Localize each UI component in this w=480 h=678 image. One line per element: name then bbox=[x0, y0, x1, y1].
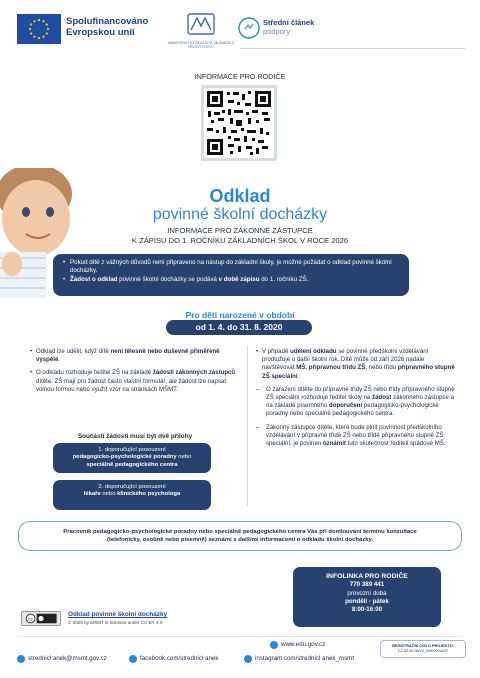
main-title-line-2: povinné školní docházky bbox=[152, 206, 328, 223]
bold: speciálně pedagogického centra bbox=[86, 461, 178, 468]
text: nebo bbox=[176, 454, 192, 461]
footer-email[interactable]: strednicl anek@msmt.gov.cz bbox=[28, 655, 107, 662]
key-info-item bbox=[63, 259, 401, 276]
born-period-label: Pro děti narozené v období bbox=[185, 310, 295, 320]
consultation-notice bbox=[18, 521, 462, 551]
right-bullet-1 bbox=[256, 348, 456, 381]
bold: MŠ bbox=[296, 364, 306, 372]
attachment-1-line-3 bbox=[53, 462, 211, 469]
stredni-clanek-text bbox=[263, 18, 314, 36]
license-title[interactable]: Odklad povinné školní docházky bbox=[68, 611, 168, 618]
stredni-clanek-logo-icon bbox=[238, 17, 260, 39]
bold: pedagogicko-psychologické poradny bbox=[72, 454, 177, 461]
left-column bbox=[30, 348, 240, 399]
text: V případě bbox=[262, 348, 291, 355]
infoline-hours: 8:00-16:00 bbox=[351, 606, 383, 614]
key-info-bold-1: Žádost o odklad bbox=[70, 275, 118, 283]
infoline-title: INFOLINKA PRO RODIČE bbox=[326, 573, 408, 580]
cc-license-icon[interactable] bbox=[21, 611, 61, 626]
eu-line-2: Evropskou unií bbox=[66, 27, 135, 38]
instagram-icon bbox=[244, 655, 252, 663]
infoline-box bbox=[293, 567, 441, 627]
text: se povinné předškolní vzdělávání prodlužuje o další školní rok. Dítě může od září 2026 nadále navštěvovat bbox=[262, 348, 429, 372]
svg-text:cc: cc bbox=[28, 617, 33, 623]
eu-funding-text bbox=[66, 16, 148, 38]
notice-line-2: (telefonicky, osobně nebo písemně) seznámí s dalšími informacemi o odkladu školní docházky. bbox=[107, 537, 373, 543]
text: , bbox=[305, 364, 309, 372]
right-dash-2 bbox=[256, 424, 456, 449]
subtitle-line-1: INFORMACE PRO ZÁKONNÉ ZÁSTUPCE bbox=[167, 226, 313, 235]
left-bullet-1 bbox=[30, 348, 240, 364]
info-parents-heading: INFORMACE PRO RODIČE bbox=[194, 72, 286, 81]
attachment-1-box bbox=[53, 443, 211, 473]
bold: doporučení bbox=[329, 402, 363, 410]
reg-title: REGISTRAČNÍ ČÍSLO PROJEKTU: bbox=[392, 644, 454, 648]
infoline-phone[interactable]: 770 389 441 bbox=[349, 581, 385, 589]
attachment-2-line-1: 2. doporučující posouzení bbox=[98, 484, 166, 490]
notice-line-1: Pracovník pedagogicko-psychologické poradny nebo speciálně pedagogického centra Vás při domlouvání termínu konzultace bbox=[63, 529, 417, 535]
main-title-line-1: Odklad bbox=[209, 186, 271, 206]
infoline-hours-label: provozní doba bbox=[347, 589, 387, 597]
text: nebo bbox=[100, 491, 118, 498]
column-divider bbox=[247, 346, 248, 506]
key-info-text-2: povinné školní docházky se podává bbox=[117, 275, 219, 283]
infoline-days: pondělí - pátek bbox=[345, 597, 389, 605]
born-period-dates: od 1. 4. do 31. 8. 2020 bbox=[166, 320, 312, 335]
text: . bbox=[58, 356, 61, 364]
bold: udělení odkladu bbox=[290, 348, 337, 355]
text: dítěte. ZŠ mají pro žádost často vlastní formulář, ale žádost lze napsat volnou formou nebo využít vzor na stránkách MŠMT. bbox=[36, 377, 227, 393]
sc-line-1: Střední článek bbox=[263, 18, 315, 27]
header-divider bbox=[240, 48, 465, 49]
text: O odkladu rozhoduje ředitel ZŠ na základě bbox=[36, 369, 153, 377]
footer-instagram[interactable]: instagram.com/strednicl anek_msmt bbox=[255, 655, 355, 662]
project-registration-box bbox=[380, 640, 466, 658]
subtitle-line-2: K ZÁPISU DO 1. ROČNÍKU ZÁKLADNÍCH ŠKOL V ROCE 2026 bbox=[131, 236, 349, 245]
reg-number: CZ.02.02.00/22_005/0004237 bbox=[397, 649, 449, 653]
bold: žádost bbox=[372, 394, 392, 402]
bold: oznámit bbox=[322, 440, 346, 448]
bold: klinického psychologa bbox=[117, 491, 181, 498]
attachment-1-line-2 bbox=[53, 454, 211, 461]
bold: přípravného stupně ZŠ speciální bbox=[262, 364, 455, 380]
eu-line-1: Spolufinancováno bbox=[66, 16, 149, 27]
qr-code-icon[interactable] bbox=[201, 85, 277, 161]
text: Zákonný zástupce dítěte, které bude plnit povinnost předškolního vzdělávání v přípravné třídě ZŠ nebo třídě přípravného stupně ZŠ speciální, je povinen bbox=[266, 423, 444, 448]
text: , nebo třídu bbox=[365, 364, 398, 372]
attachment-2-box bbox=[53, 480, 211, 510]
attachment-1-line-1: 1. doporučující posouzení bbox=[98, 447, 166, 453]
web-icon bbox=[270, 641, 278, 649]
attachments-heading: Součástí žádosti musí být dvě přílohy bbox=[77, 433, 193, 440]
bold: lékaře bbox=[83, 491, 101, 498]
right-column bbox=[256, 348, 456, 453]
license-subtitle: © 2025 by MŠMT is licensed under CC BY 4.0 bbox=[68, 620, 163, 625]
facebook-icon bbox=[129, 655, 137, 663]
email-icon bbox=[17, 655, 25, 663]
text: . bbox=[297, 372, 300, 380]
key-info-bold-2: v době zápisu bbox=[218, 275, 260, 283]
key-info-item bbox=[63, 276, 401, 284]
key-info-box bbox=[53, 254, 409, 296]
footer-divider bbox=[17, 636, 463, 637]
attachment-2-line-2 bbox=[53, 491, 211, 498]
text: zákonného zástupce a na základě písemného bbox=[266, 394, 455, 410]
bold: přípravnou třídu ZŠ bbox=[308, 364, 366, 372]
text: pedagogicko-psychologické poradny nebo speciálně pedagogického centra. bbox=[266, 402, 439, 418]
right-dash-1 bbox=[256, 386, 456, 419]
msmt-subtitle: MINISTERSTVO ŠKOLSTVÍ, MLÁDEŽE A TĚLOVÝCHOVY bbox=[168, 41, 234, 49]
footer-web[interactable]: www.edu.gov.cz bbox=[281, 641, 326, 648]
bold: žádosti zákonných zástupců bbox=[152, 369, 236, 377]
footer-facebook[interactable]: facebook.com/strednicl anek bbox=[140, 655, 219, 662]
key-info-text-1: Pokud dítě z vážných důvodů není připraveno na nástup do základní školy, je možné požádat o odklad povinné školní docházky. bbox=[70, 259, 392, 275]
header bbox=[0, 0, 480, 58]
text: tuto skutečnost řediteli spádové MŠ. bbox=[345, 440, 446, 448]
left-bullet-2 bbox=[30, 369, 240, 394]
text: Odklad lze udělit, když dítě bbox=[36, 348, 111, 355]
text: O zařazení dítěte do přípravné třídy ZŠ nebo třídy přípravného stupně ZŠ speciální rozhoduje ředitel školy na bbox=[266, 385, 455, 402]
key-info-text-3: do 1. ročníku ZŠ. bbox=[259, 275, 309, 283]
eu-flag-icon bbox=[17, 14, 61, 44]
bold: není tělesně nebo duševně přiměřeně vyspělé bbox=[36, 348, 220, 364]
sc-line-2: podpory bbox=[263, 27, 291, 36]
